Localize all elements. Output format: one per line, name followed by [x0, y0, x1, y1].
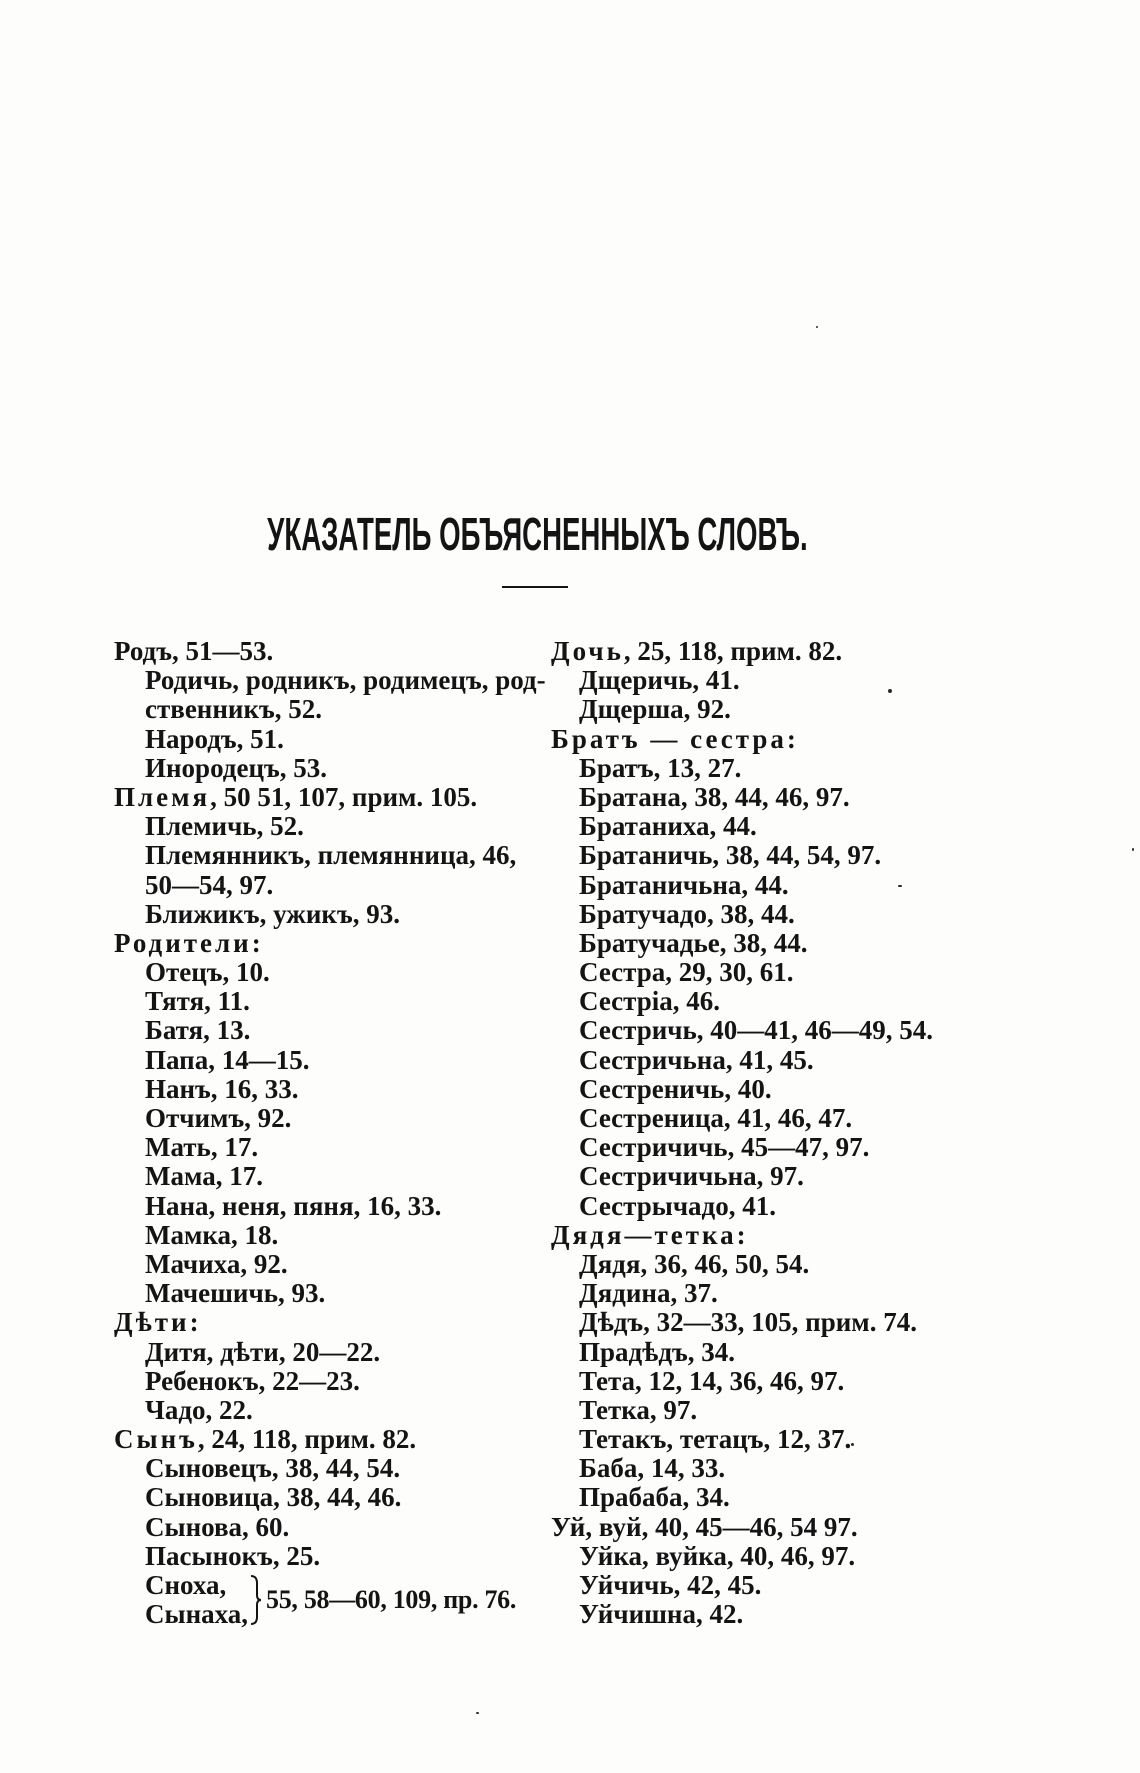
entry-text: Сынова, 60.: [145, 1511, 290, 1542]
index-heading: [551, 725, 1111, 754]
index-entry: [551, 1250, 1111, 1279]
entry-text: 50—54, 97.: [145, 869, 274, 900]
entry-text: Баба, 14, 33.: [579, 1453, 726, 1484]
index-entry: [114, 1192, 539, 1221]
index-entry: [551, 812, 1111, 841]
index-entry: [551, 987, 1111, 1016]
entry-text: Сестреница, 41, 46, 47.: [579, 1103, 853, 1133]
index-entry: [114, 987, 539, 1016]
index-entry: [551, 1162, 1111, 1191]
entry-text: Братучадье, 38, 44.: [579, 927, 808, 958]
index-entry: [114, 665, 546, 696]
entry-text: Дщеричь, 41.: [579, 665, 740, 696]
index-entry: [551, 1367, 1111, 1396]
entry-text: Племичь, 52.: [145, 811, 304, 842]
heading-refs: , 25, 118, прим. 82.: [623, 636, 843, 666]
index-entry: [114, 1075, 539, 1104]
heading-refs: :: [786, 723, 796, 754]
index-heading: [114, 1308, 539, 1337]
entry-text: Братъ, 13, 27.: [579, 752, 742, 783]
index-entry: [551, 1483, 1111, 1512]
index-entry: [551, 1542, 1111, 1571]
entry-word: Сноха,: [145, 1570, 227, 1600]
index-heading: [114, 929, 539, 958]
entry-text: Племянникъ, племянница, 46,: [145, 840, 517, 871]
entry-text: Мачешичь, 93.: [145, 1278, 326, 1309]
index-entry: [551, 666, 1111, 695]
entry-text: Дядина, 37.: [579, 1278, 718, 1309]
index-entry: [551, 1075, 1111, 1104]
entry-text: Сестра, 29, 30, 61.: [579, 957, 794, 988]
scan-speck: [851, 1443, 854, 1446]
index-entry: [114, 1367, 539, 1396]
index-entry: [114, 695, 539, 724]
index-entry: [114, 871, 539, 900]
heading-refs: , 24, 118, прим. 82.: [197, 1424, 417, 1455]
index-heading: [114, 1425, 539, 1454]
index-entry: [114, 1483, 539, 1512]
entry-text: Тетка, 97.: [579, 1394, 698, 1425]
index-entry: [114, 1542, 539, 1571]
index-entry: [551, 900, 1111, 929]
entry-text: Сестричьна, 41, 45.: [579, 1044, 814, 1075]
index-entry: [114, 958, 539, 987]
entry-text: Батя, 13.: [145, 1015, 251, 1046]
left-index-column: [114, 636, 546, 1630]
index-entry: [114, 1046, 539, 1075]
entry-text: Мамка, 18.: [145, 1219, 279, 1250]
index-entry: [551, 1454, 1111, 1483]
heading-refs: :: [736, 1219, 746, 1250]
index-heading: [551, 1513, 1111, 1542]
entry-text: Уйчишна, 42.: [579, 1599, 744, 1630]
entry-text: Родичь, родникъ, родимецъ, род-: [145, 665, 546, 696]
scan-speck: [888, 689, 892, 693]
index-entry: [551, 695, 1111, 724]
heading-word: Племя: [114, 781, 211, 812]
entry-text: Уйчичь, 42, 45.: [579, 1570, 762, 1600]
entry-text: Отчимъ, 92.: [145, 1103, 292, 1133]
bracketed-entry-group: [114, 1571, 539, 1629]
entry-text: Инородецъ, 53.: [145, 752, 327, 783]
entry-text: Мачиха, 92.: [145, 1248, 288, 1279]
index-entry: [551, 1600, 1111, 1629]
entry-text: Нанъ, 16, 33.: [145, 1073, 299, 1104]
heading-refs: , 40, 45—46, 54 97.: [641, 1511, 858, 1542]
index-entry: [551, 783, 1111, 812]
heading-refs: :: [189, 1307, 199, 1338]
index-entry: [114, 841, 539, 870]
entry-text: Сыновица, 38, 44, 46.: [145, 1482, 402, 1513]
index-entry: [114, 1338, 539, 1367]
entry-word: Сынаха,: [145, 1599, 249, 1630]
entry-text: Сестричичь, 45—47, 97.: [579, 1132, 870, 1163]
title-rule: [502, 586, 568, 588]
index-entry: [551, 841, 1111, 870]
index-heading: [114, 783, 539, 812]
entry-text: Нана, неня, пяня, 16, 33.: [145, 1190, 442, 1221]
index-entry: [551, 929, 1111, 958]
entry-text: Дитя, дѣти, 20—22.: [145, 1336, 381, 1367]
index-entry: [551, 1192, 1111, 1221]
index-heading: [114, 637, 539, 666]
entry-text: Папа, 14—15.: [145, 1044, 310, 1075]
entry-text: Сестреничь, 40.: [579, 1073, 772, 1104]
entry-text: Чадо, 22.: [145, 1394, 253, 1425]
entry-text: Сестричь, 40—41, 46—49, 54.: [579, 1015, 934, 1046]
heading-refs: , 50 51, 107, прим. 105.: [210, 781, 478, 812]
entry-text: Уйка, вуйка, 40, 46, 97.: [579, 1540, 856, 1571]
bracketed-words: [145, 1571, 248, 1629]
scan-speck: [816, 326, 818, 328]
index-entry: [114, 1162, 539, 1191]
entry-text: Дщерша, 92.: [579, 694, 731, 725]
title-block: [0, 508, 1075, 560]
index-entry: [551, 1338, 1111, 1367]
entry-text: Братаничь, 38, 44, 54, 97.: [579, 840, 882, 871]
entry-text: Дѣдъ, 32—33, 105, прим. 74.: [579, 1307, 917, 1338]
entry-text: Братучадо, 38, 44.: [579, 898, 795, 929]
index-entry: [114, 1454, 539, 1483]
entry-text: Сестріа, 46.: [579, 986, 720, 1017]
index-title: УКАЗАТЕЛЬ ОБЪЯСНЕННЫХЪ СЛОВЪ.: [267, 508, 808, 560]
index-entry: [114, 1016, 539, 1045]
index-entry: [551, 1016, 1111, 1045]
heading-word: Дѣти: [114, 1307, 190, 1338]
index-entry: [551, 958, 1111, 987]
index-entry: [551, 1571, 1111, 1600]
entry-text: Сестрычадо, 41.: [579, 1190, 776, 1221]
index-entry: [551, 1279, 1111, 1308]
entry-text: Сыновецъ, 38, 44, 54.: [145, 1453, 401, 1484]
heading-word: Братъ — сестра: [551, 723, 787, 754]
brace-stroke: [251, 1576, 261, 1624]
entry-text: Народъ, 51.: [145, 723, 284, 754]
entry-text: ственникъ, 52.: [145, 694, 323, 725]
curly-brace-icon: [250, 1574, 262, 1626]
entry-text: Ближикъ, ужикъ, 93.: [145, 898, 400, 929]
entry-text: Сестричичьна, 97.: [579, 1161, 804, 1192]
index-heading: [551, 637, 1111, 666]
index-entry: [114, 725, 539, 754]
index-entry: [114, 1513, 539, 1542]
scan-speck: [476, 1712, 479, 1714]
entry-text: Прабаба, 34.: [579, 1482, 730, 1513]
heading-word: Сынъ: [114, 1424, 198, 1455]
entry-text: Отецъ, 10.: [145, 957, 270, 988]
entry-text: Мать, 17.: [145, 1132, 259, 1163]
entry-text: Братаничьна, 44.: [579, 869, 789, 900]
index-entry: [114, 812, 539, 841]
entry-text: Тета, 12, 14, 36, 46, 97.: [579, 1365, 845, 1396]
heading-word: Дядя—тетка: [551, 1219, 737, 1250]
entry-text: Братаниха, 44.: [579, 811, 757, 842]
entry-text: Пасынокъ, 25.: [145, 1540, 321, 1571]
index-entry: [114, 1279, 539, 1308]
index-heading: [551, 1221, 1111, 1250]
entry-text: Дядя, 36, 46, 50, 54.: [579, 1248, 810, 1279]
index-entry: [551, 754, 1111, 783]
shared-page-refs: 55, 58—60, 109, пр. 76.: [266, 1585, 517, 1615]
index-entry: [551, 1425, 1111, 1454]
heading-word: Уй, вуй: [551, 1511, 642, 1542]
entry-text: Тятя, 11.: [145, 986, 250, 1017]
index-entry: [551, 1046, 1111, 1075]
index-entry: [551, 1308, 1111, 1337]
index-entry: [114, 754, 539, 783]
entry-text: Мама, 17.: [145, 1161, 263, 1192]
index-entry: [114, 900, 539, 929]
right-index-column: [551, 637, 1111, 1629]
heading-word: Родители: [114, 927, 252, 958]
index-entry: [114, 1133, 539, 1162]
scan-speck: [898, 885, 902, 887]
entry-text: Прадѣдъ, 34.: [579, 1336, 736, 1367]
index-entry: [551, 1396, 1111, 1425]
entry-text: Тетакъ, тетацъ, 12, 37.: [579, 1424, 852, 1455]
heading-refs: :: [251, 927, 261, 958]
heading-word: Дочь: [551, 636, 624, 666]
index-entry: [551, 871, 1111, 900]
heading-word: Родъ: [114, 636, 172, 666]
entry-text: Ребенокъ, 22—23.: [145, 1365, 360, 1396]
index-entry: [114, 1104, 539, 1133]
heading-refs: , 51—53.: [171, 636, 274, 666]
scan-speck: [1132, 848, 1134, 851]
index-entry: [114, 1250, 539, 1279]
index-entry: [551, 1104, 1111, 1133]
index-entry: [114, 1221, 539, 1250]
entry-text: Братана, 38, 44, 46, 97.: [579, 781, 850, 812]
index-entry: [551, 1133, 1111, 1162]
index-entry: [114, 1396, 539, 1425]
